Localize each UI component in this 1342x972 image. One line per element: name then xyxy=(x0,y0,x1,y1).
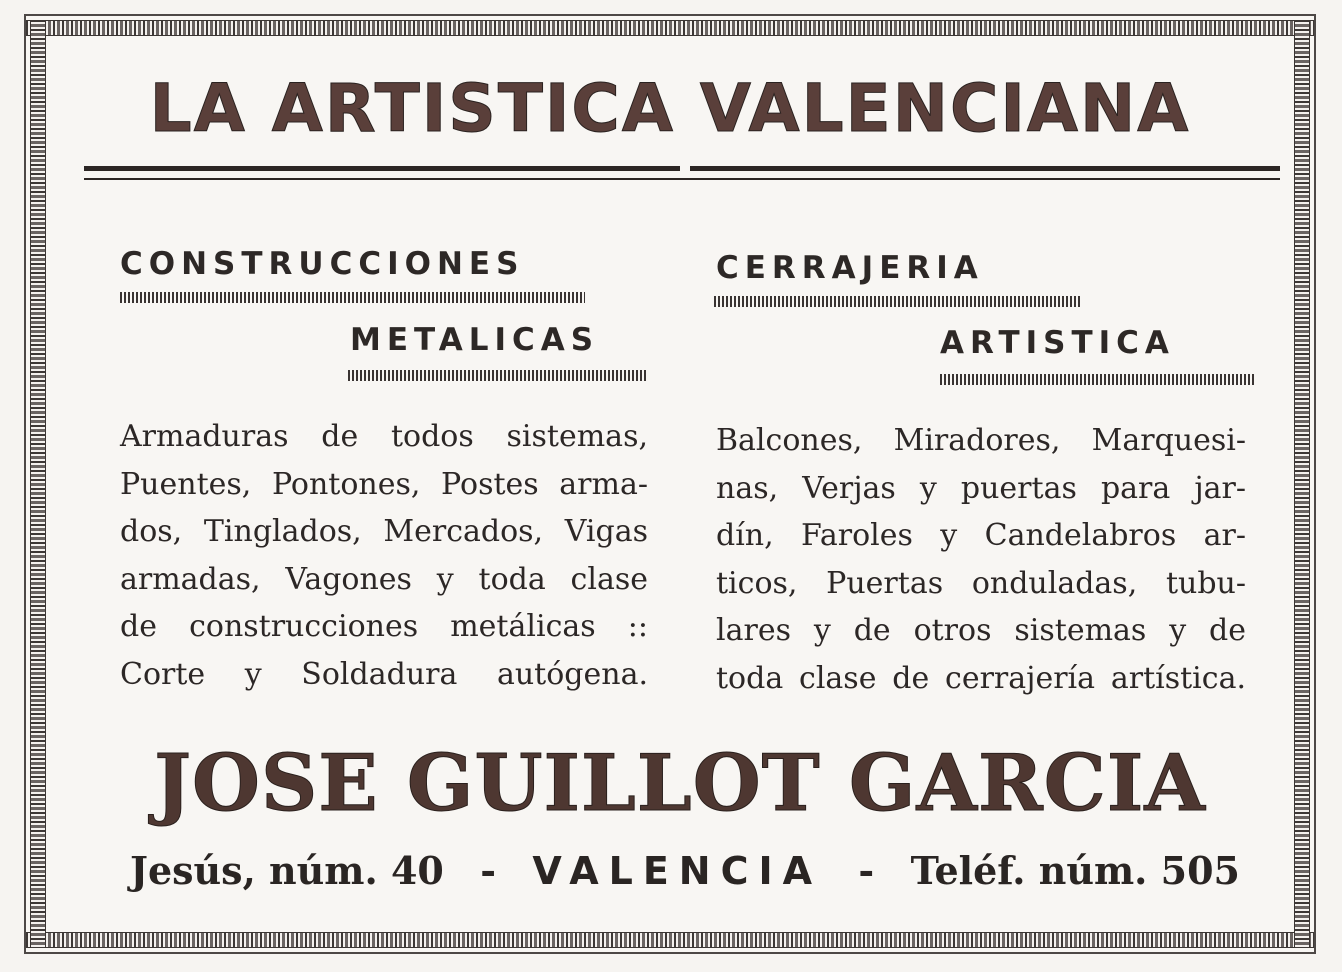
address-separator: - xyxy=(480,848,496,893)
right-body-line: toda clase de cerrajería artística. xyxy=(716,660,1246,696)
address-separator: - xyxy=(858,848,875,893)
right-heading-underline1 xyxy=(714,296,1080,307)
advert-title: LA ARTISTICA VALENCIANA xyxy=(149,70,1191,147)
right-heading-line2: ARTISTICA xyxy=(940,325,1175,361)
left-heading-line1: CONSTRUCCIONES xyxy=(120,246,525,282)
right-body-line: nas, Verjas y puertas para jar- xyxy=(716,470,1246,506)
address-phone: Teléf. núm. 505 xyxy=(910,848,1240,893)
border-right-ornament xyxy=(1294,20,1310,948)
right-body-line: dín, Faroles y Candelabros ar- xyxy=(716,518,1246,553)
left-body-line: Puentes, Pontones, Postes arma- xyxy=(120,466,648,502)
left-heading-underline2 xyxy=(348,370,648,381)
border-bottom-ornament xyxy=(26,932,1314,948)
right-body-text xyxy=(716,417,1246,702)
left-body-line: de construcciones metálicas :: xyxy=(120,609,648,644)
left-body-line: armadas, Vagones y toda clase xyxy=(120,561,648,597)
left-body-line: dos, Tinglados, Mercados, Vigas xyxy=(120,514,648,549)
right-heading-line1: CERRAJERIA xyxy=(716,250,984,286)
border-top-ornament xyxy=(26,20,1314,36)
left-body-text xyxy=(120,413,648,698)
right-body-line: ticos, Puertas onduladas, tubu- xyxy=(716,565,1246,601)
owner-name: JOSE GUILLOT GARCIA xyxy=(154,738,1206,829)
title-rule-right xyxy=(690,166,1280,171)
title-rule-left xyxy=(84,166,680,171)
address-line xyxy=(130,848,1240,893)
address-city: VALENCIA xyxy=(532,849,823,893)
left-body-line: Corte y Soldadura autógena. xyxy=(120,656,648,692)
right-heading-underline2 xyxy=(940,374,1254,385)
address-street: Jesús, núm. 40 xyxy=(130,848,444,893)
left-heading-line2: METALICAS xyxy=(350,322,600,358)
right-body-line: Balcones, Miradores, Marquesi- xyxy=(716,423,1246,458)
left-heading-underline1 xyxy=(120,292,585,303)
left-body-line: Armaduras de todos sistemas, xyxy=(120,419,648,454)
title-rule-thin xyxy=(84,178,1280,180)
border-left-ornament xyxy=(30,20,46,948)
right-body-line: lares y de otros sistemas y de xyxy=(716,613,1246,648)
